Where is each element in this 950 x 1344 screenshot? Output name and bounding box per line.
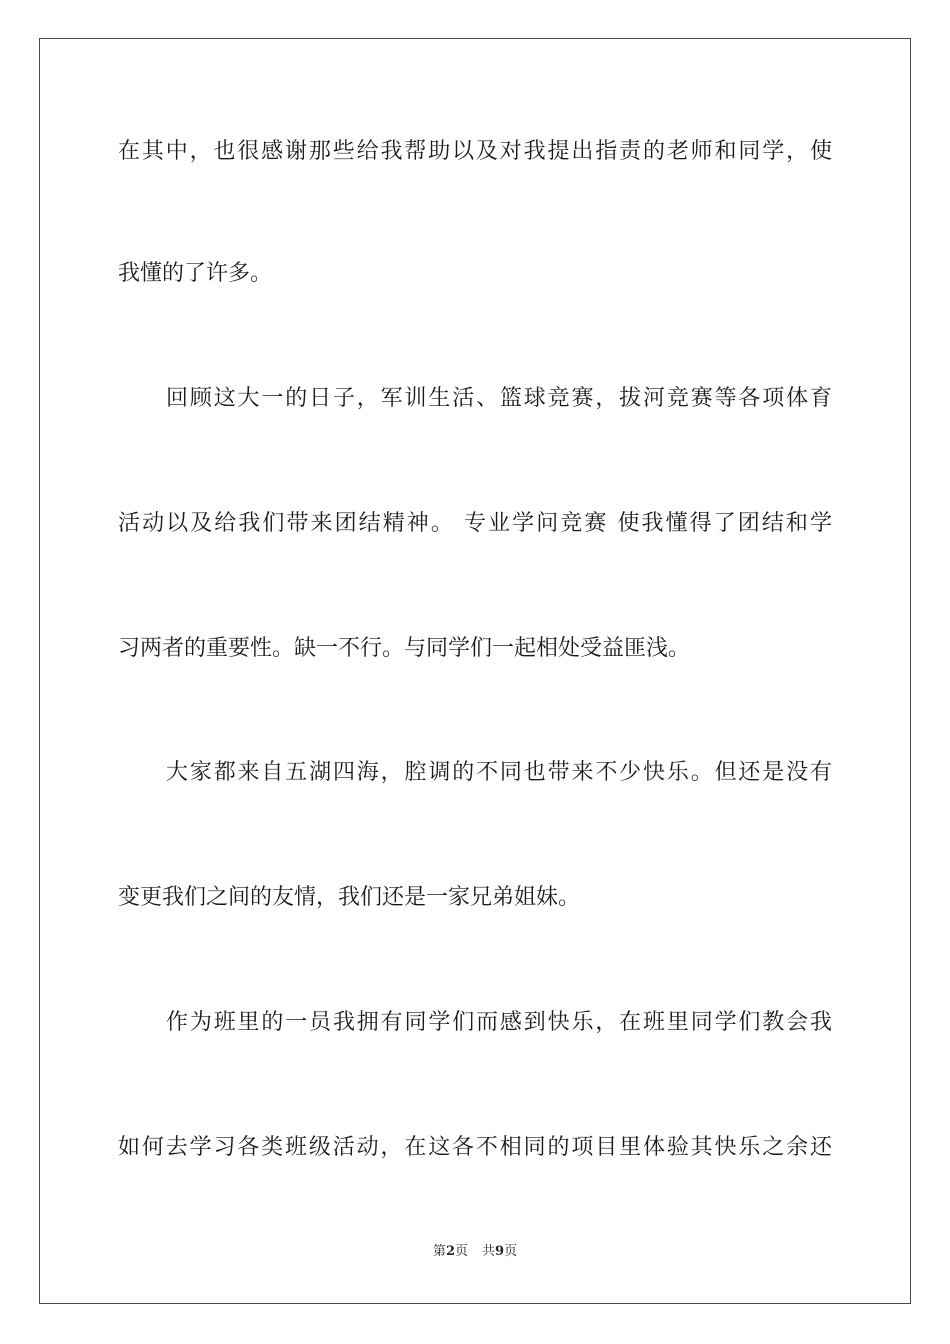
text-line-9: 如何去学习各类班级活动，在这各不相同的项目里体验其快乐之余还 — [118, 1135, 832, 1160]
page-suffix: 页 — [454, 1244, 468, 1259]
text-line-7: 变更我们之间的友情，我们还是一家兄弟姐妹。 — [118, 885, 581, 910]
text-line-4: 活动以及给我们带来团结精神。 专业学问竞赛 使我懂得了团结和学 — [118, 511, 832, 536]
current-page-number: 2 — [445, 1244, 455, 1259]
page-footer — [0, 1243, 950, 1261]
text-line-1: 在其中，也很感谢那些给我帮助以及对我提出指责的老师和同学，使 — [118, 139, 832, 164]
text-line-2: 我懂的了许多。 — [118, 261, 273, 286]
page-prefix: 第 — [432, 1244, 446, 1259]
total-suffix: 页 — [504, 1244, 518, 1259]
page-border — [39, 38, 911, 1304]
total-prefix: 共 — [482, 1244, 496, 1259]
total-pages-number: 9 — [495, 1244, 505, 1259]
text-line-8: 作为班里的一员我拥有同学们而感到快乐，在班里同学们教会我 — [166, 1010, 832, 1035]
text-line-5: 习两者的重要性。缺一不行。与同学们一起相处受益匪浅。 — [118, 636, 691, 661]
text-line-3: 回顾这大一的日子，军训生活、篮球竞赛，拔河竞赛等各项体育 — [166, 386, 832, 411]
text-line-6: 大家都来自五湖四海，腔调的不同也带来不少快乐。但还是没有 — [166, 760, 832, 785]
